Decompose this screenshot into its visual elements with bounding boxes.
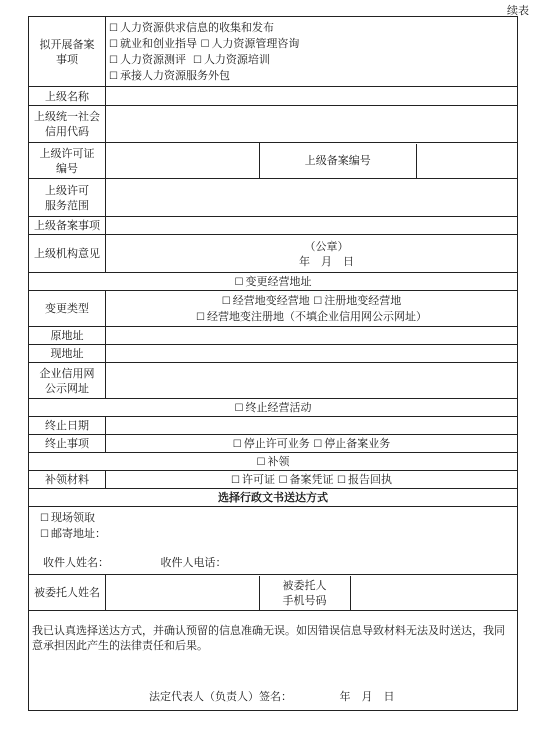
row-superior-credit-code	[29, 106, 518, 143]
checkbox-hr-training[interactable]: ☐	[192, 54, 202, 66]
superior-scope-field[interactable]	[106, 179, 518, 217]
terminate-items-label: 终止事项	[29, 435, 106, 453]
row-reissue-header	[29, 453, 518, 471]
delivery-method-cell: ☐ 现场领取 ☐ 邮寄地址： 收件人姓名： 收件人电话：	[29, 507, 518, 575]
terminate-header: ☐ 终止经营活动	[29, 399, 518, 417]
row-superior-opinion	[29, 235, 518, 273]
row-change-type	[29, 291, 518, 327]
row-change-address-header	[29, 273, 518, 291]
credit-site-field[interactable]	[106, 363, 518, 399]
row-terminate-items	[29, 435, 518, 453]
checkbox-change-address[interactable]: ☐	[234, 276, 244, 288]
superior-filing-items-label: 上级备案事项	[29, 217, 106, 235]
row-delivery-method	[29, 507, 518, 575]
superior-filing-number-field[interactable]	[416, 144, 517, 178]
checkbox-biz-to-biz[interactable]: ☐	[221, 295, 231, 307]
filing-items-options: ☐ 人力资源供求信息的收集和发布 ☐ 就业和创业指导 ☐ 人力资源管理咨询 ☐ 人力资源测评 ☐ 人力资源培训 ☐ 承接人力资源服务外包	[106, 17, 518, 87]
declaration-cell	[29, 611, 518, 711]
superior-credit-code-label: 上级统一社会 信用代码	[29, 106, 106, 143]
continued-label: 续表	[507, 4, 529, 17]
agent-name-label: 被委托人姓名	[29, 575, 106, 611]
delivery-header: 选择行政文书送达方式	[29, 489, 518, 507]
terminate-items-options: ☐ 停止许可业务 ☐ 停止备案业务	[106, 435, 518, 453]
reissue-materials-label: 补领材料	[29, 471, 106, 489]
row-reissue-materials	[29, 471, 518, 489]
declaration-text: 我已认真选择送达方式，并确认预留的信息准确无误。如因错误信息导致材料无法及时送达，我同意承担因此产生的法律责任和后果。	[32, 624, 505, 652]
signature-date: 年 月 日	[339, 690, 395, 703]
row-superior-name	[29, 87, 518, 106]
checkbox-hr-outsourcing[interactable]: ☐	[109, 70, 118, 82]
superior-license-label: 上级许可证 编号	[29, 143, 106, 179]
superior-name-field[interactable]	[106, 87, 518, 106]
original-address-label: 原地址	[29, 327, 106, 345]
change-address-header: ☐ 变更经营地址	[29, 273, 518, 291]
row-original-address	[29, 327, 518, 345]
row-superior-scope	[29, 179, 518, 217]
current-address-label: 现地址	[29, 345, 106, 363]
change-type-options: ☐ 经营地变经营地 ☐ 注册地变经营地 ☐ 经营地变注册地（不填企业信用网公示网址）	[106, 291, 518, 327]
signature-label: 法定代表人（负责人）签名：	[149, 690, 292, 703]
checkbox-terminate[interactable]: ☐	[234, 402, 244, 414]
row-superior-filing-items	[29, 217, 518, 235]
reissue-materials-options: ☐ 许可证 ☐ 备案凭证 ☐ 报告回执	[106, 471, 518, 489]
superior-filing-number-label: 上级备案编号	[260, 144, 416, 178]
superior-name-label: 上级名称	[29, 87, 106, 106]
superior-filing-items-field[interactable]	[106, 217, 518, 235]
agent-phone-label: 被委托人 手机号码	[259, 576, 350, 610]
change-form-table	[28, 16, 518, 711]
reissue-header: ☐ 补领	[29, 453, 518, 471]
row-superior-license	[29, 143, 518, 179]
recipient-phone-label: 收件人电话：	[160, 556, 227, 569]
recipient-name-label: 收件人姓名：	[43, 556, 109, 569]
current-address-field[interactable]	[106, 345, 518, 363]
row-credit-site	[29, 363, 518, 399]
superior-license-field[interactable]	[106, 143, 260, 179]
checkbox-filing-certificate[interactable]: ☐	[278, 474, 288, 486]
checkbox-info-collection[interactable]: ☐	[109, 22, 118, 34]
checkbox-stop-filed[interactable]: ☐	[313, 438, 323, 450]
row-terminate-header	[29, 399, 518, 417]
original-address-field[interactable]	[106, 327, 518, 345]
checkbox-hr-consulting[interactable]: ☐	[200, 38, 210, 50]
superior-credit-code-field[interactable]	[106, 106, 518, 143]
filing-items-label: 拟开展备案 事项	[29, 17, 106, 87]
row-delivery-header	[29, 489, 518, 507]
checkbox-reg-to-biz[interactable]: ☐	[313, 295, 323, 307]
seal-label: （公章）	[304, 239, 349, 253]
checkbox-career-guidance[interactable]: ☐	[109, 38, 118, 50]
checkbox-pickup[interactable]: ☐	[40, 513, 49, 524]
row-current-address	[29, 345, 518, 363]
checkbox-stop-licensed[interactable]: ☐	[232, 438, 242, 450]
superior-opinion-label: 上级机构意见	[29, 235, 106, 273]
row-agent	[29, 575, 518, 611]
checkbox-mail[interactable]: ☐	[40, 529, 49, 540]
opinion-date: 年 月 日	[299, 254, 354, 268]
superior-opinion-field	[106, 235, 518, 273]
checkbox-biz-to-reg[interactable]: ☐	[196, 311, 205, 323]
row-filing-items	[29, 17, 518, 87]
superior-scope-label: 上级许可 服务范围	[29, 179, 106, 217]
checkbox-hr-assessment[interactable]: ☐	[109, 54, 118, 66]
checkbox-report-receipt[interactable]: ☐	[336, 474, 346, 486]
row-terminate-date	[29, 417, 518, 435]
terminate-date-label: 终止日期	[29, 417, 106, 435]
row-declaration	[29, 611, 518, 711]
agent-name-field[interactable]	[106, 576, 259, 610]
checkbox-reissue[interactable]: ☐	[256, 456, 266, 468]
checkbox-license[interactable]: ☐	[231, 474, 241, 486]
terminate-date-field[interactable]	[106, 417, 518, 435]
agent-phone-field[interactable]	[350, 576, 517, 610]
change-type-label: 变更类型	[29, 291, 106, 327]
credit-site-label: 企业信用网 公示网址	[29, 363, 106, 399]
